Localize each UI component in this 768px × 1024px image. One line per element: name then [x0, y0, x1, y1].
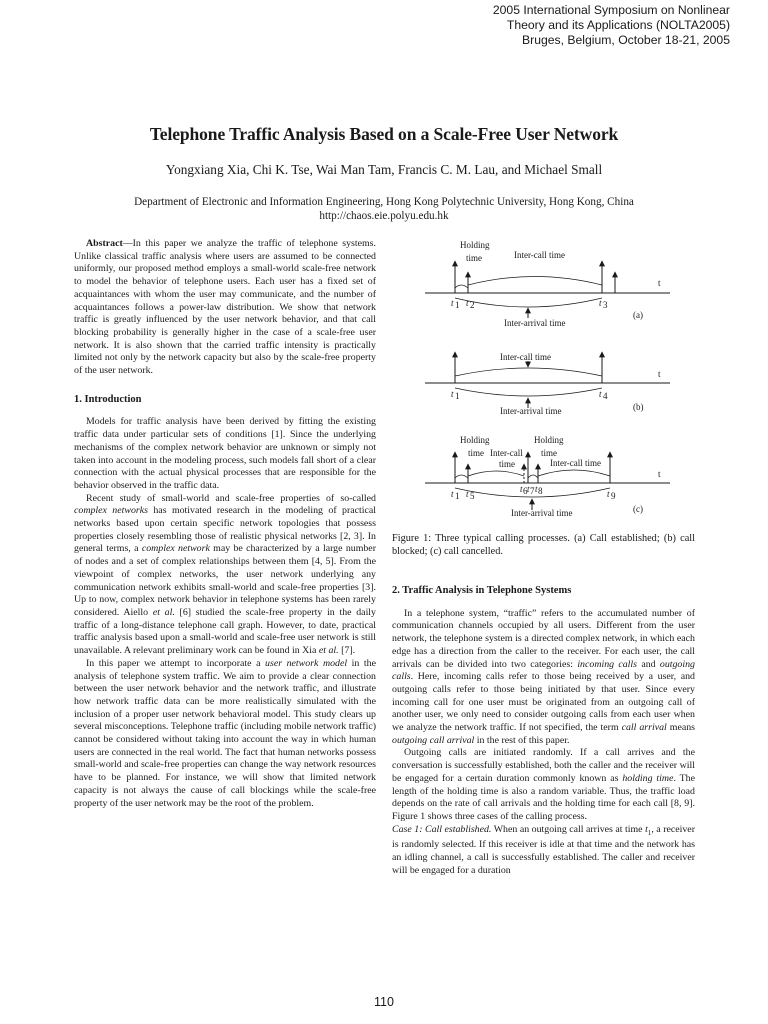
s2-p1-text-a: In a telephone system, “traffic” refers to the accumulated number of communication channels occupied by all users. Different from the user network, the telephone system is a directed complex network, in which each edge has a direction from the caller to the receiver. For each user, the call arrivals can be divided into two categories: [392, 607, 695, 670]
right-column [392, 585, 695, 877]
panel-a-t3-sub: 3 [603, 300, 608, 310]
intro-p3-emphasis: user network model [265, 657, 348, 669]
affiliation [0, 195, 768, 223]
intro-p2-text-e: [7]. [338, 645, 356, 657]
panel-a-t2-sub: 2 [470, 300, 475, 310]
intro-p2-text-a: Recent study of small-world and scale-free properties of so-called [86, 492, 376, 504]
s2-p3-time-symbol: t [645, 823, 648, 835]
s2-p1-emphasis-3: call arrival [621, 722, 667, 734]
panel-c-t5: t [466, 489, 469, 499]
panel-b-axis-label: t [658, 369, 661, 379]
panel-a-t1-sub: 1 [455, 300, 460, 310]
panel-c-t6-sub: 6 [523, 486, 528, 496]
figure-1-caption: Figure 1: Three typical calling processes. (a) Call established; (b) call blocked; (c) call cancelled. [392, 533, 695, 558]
panel-c-t8-sub: 8 [538, 486, 543, 496]
panel-b-intercall-label: Inter-call time [500, 352, 552, 362]
s2-p1-emphasis-4: outgoing call arrival [392, 734, 475, 746]
panel-a-intercall-arc [468, 277, 602, 286]
panel-c-axis-label: t [658, 469, 661, 479]
panel-c-time-label-1: time [468, 448, 484, 458]
panel-a-t2: t [466, 298, 469, 308]
section-2-paragraph-2 [392, 747, 695, 823]
section-2-paragraph-1 [392, 608, 695, 748]
panel-c-t6: t [520, 484, 523, 494]
panel-b-t4: t [599, 389, 602, 399]
panel-c-t1-sub: 1 [455, 491, 460, 501]
intro-p3-text-b: in the analysis of telephone system traffic. We aim to provide a clear connection between the user network behavior and the network traffic, and illustrate how network traffic data can be more realistically simulated with the inclusion of a proper user network behavioral model. This study clears up several misconceptions. Telephone traffic (including mobile network traffic) cannot be considered without taking into account the way in which human users are connected in the real world. The fact that human networks possess small-world and scale-free properties can change the way network resources have to be planned. For instance, we will show that limited network capacity is not always the cause of call blockings while the scale-free property of the user network may be the root of the problem. [74, 657, 376, 809]
conference-header [410, 3, 730, 48]
intro-p2-text-c: may be characterized by a large number of nodes and a set of complex relationships between them [4, 5]. From the viewpoint of complex networks, the user network underlying any communication network exhibits small-world and scale-free properties [3]. Up to now, complex network behavior in telephone systems has been rarely considered. Aiello [74, 543, 376, 618]
panel-c [425, 435, 670, 518]
panel-a-axis-label: t [658, 278, 661, 288]
s2-p2-text-b: . The length of the holding time is also a random variable. Thus, the traffic load depends on the rate of call arrivals and the holding time for each call [8, 9]. Figure 1 shows three cases of the calling process. [392, 772, 695, 822]
left-column [74, 238, 376, 810]
panel-a-intercall-label: Inter-call time [514, 250, 566, 260]
paper-title: Telephone Traffic Analysis Based on a Scale-Free User Network [149, 124, 619, 144]
panel-a-time-label: time [466, 253, 482, 263]
s2-p3-case-label: Case 1: Call established. [392, 823, 492, 835]
intro-paragraph-1: Models for traffic analysis have been derived by fitting the existing traffic data under particular sets of conditions [1]. Since the underlying mechanisms of the complex network behavior are unknown or simply not taken into account in the modeling process, such models fall short of a clear connection with the actual physical processes that are responsible for the behavior observed in the traffic data. [74, 416, 376, 491]
s2-p3-text-a: When an outgoing call arrives at time [491, 823, 646, 835]
author-list: Yongxiang Xia, Chi K. Tse, Wai Man Tam, Francis C. M. Lau, and Michael Small [165, 162, 603, 177]
s2-p1-text-c: . Here, incoming calls refer to those being received by a user, and outgoing calls refer to those being initiated by that user. Since every incoming call for one user must be originated from an outgoing call of another user, we only need to consider outgoing calls from each user when we analyze the network traffic. If not specified, the term [392, 671, 695, 734]
affiliation-url: http://chaos.eie.polyu.edu.hk [319, 210, 449, 222]
panel-b-t1: t [451, 389, 454, 399]
section-2-paragraph-3 [392, 824, 695, 878]
s2-p3-text-b: , a receiver is randomly selected. If this receiver is idle at that time and the network has an idling channel, a call is successfully established. The caller and receiver will be engaged for a duration [392, 823, 695, 876]
panel-b-intercall-arc [455, 368, 602, 376]
s2-p3-time-subscript: 1 [647, 828, 652, 837]
panel-c-intercall-arc-2 [538, 470, 610, 476]
panel-c-holding-arc-1 [455, 475, 468, 478]
panel-a-holding-label: Holding [460, 240, 490, 250]
intro-p2-emphasis-3: et al. [152, 606, 175, 618]
figure-1 [420, 236, 700, 526]
section-2-heading: 2. Traffic Analysis in Telephone Systems [392, 585, 572, 596]
panel-c-intercall-label-1a: Inter-call [490, 448, 523, 458]
panel-c-t7-sub: 7 [530, 486, 535, 496]
panel-c-intercall-label-2: Inter-call time [550, 458, 602, 468]
intro-p2-emphasis-4: et al. [318, 645, 339, 657]
panel-c-intercall-label-1b: time [499, 459, 515, 469]
panel-a-interarrival-arc [455, 298, 602, 307]
conference-line-3: Bruges, Belgium, October 18-21, 2005 [522, 33, 730, 47]
page-number: 110 [374, 995, 394, 1009]
panel-a-holding-arc [455, 285, 468, 288]
s2-p2-emphasis: holding time [622, 772, 674, 784]
intro-p2-text-d: [6] studied the scale-free property in the daily traffic of a long-distance telephone call graph. However, to date, practical traffic analysis based upon a small-world and scale-free user network is still unavailable. A relevant preliminary work can be found in Xia [74, 606, 376, 657]
panel-c-interarrival-label: Inter-arrival time [511, 508, 573, 518]
panel-b-interarrival-label: Inter-arrival time [500, 406, 562, 416]
panel-a-interarrival-label: Inter-arrival time [504, 318, 566, 328]
panel-c-tag: (c) [633, 504, 643, 514]
panel-a-t1: t [451, 298, 454, 308]
panel-a-t3: t [599, 298, 602, 308]
intro-paragraph-3 [74, 658, 376, 810]
abstract-text: —In this paper we analyze the traffic of telephone systems. Unlike classical traffic analysis where users are assumed to be connected uniformly, our proposed method employs a small-world scale-free network to model the behavior of telephone users. Each user has a fixed set of acquaintances with whom the user may communicate, and the number of acquaintances follows a power-law distribution. We show that network traffic is greatly influenced by the user network behavior, and that call blocking probability is generally higher in the case of a scale-free user network. It is also shown that the carried traffic intensity is practically limited not only by the network capacity but also by the scale-free property of the user network. [74, 238, 376, 377]
panel-c-holding-label-2: Holding [534, 435, 564, 445]
panel-c-time-label-2: time [541, 448, 557, 458]
panel-a [425, 240, 670, 328]
conference-line-1: 2005 International Symposium on Nonlinear [492, 3, 730, 17]
affiliation-department: Department of Electronic and Information Engineering, Hong Kong Polytechnic University, Hong Kong, China [134, 196, 634, 208]
panel-c-t9: t [607, 489, 610, 499]
s2-p1-text-e: in the rest of this paper. [474, 734, 570, 746]
panel-c-t8: t [535, 484, 538, 494]
panel-c-t7: t [527, 484, 530, 494]
intro-p3-text-a: In this paper we attempt to incorporate a [86, 657, 266, 669]
section-1-heading: 1. Introduction [74, 393, 142, 405]
panel-a-tag: (a) [633, 310, 643, 320]
panel-c-holding-label-1: Holding [460, 435, 490, 445]
panel-c-t5-sub: 5 [470, 491, 475, 501]
s2-p1-emphasis-1: incoming calls [577, 658, 638, 670]
s2-p1-text-d: means [666, 722, 695, 734]
intro-paragraph-2 [74, 493, 376, 658]
panel-b-t4-sub: 4 [603, 391, 608, 401]
panel-c-intercall-arc-1 [468, 471, 524, 476]
intro-p2-text-b: has motivated research in the modeling of practical networks based upon certain specific network topologies that possess properties closely resembling those of realistic physical networks [2, 3]. In general terms, a [74, 505, 376, 555]
panel-c-t1: t [451, 489, 454, 499]
s2-p1-emphasis-2: outgoing calls [392, 658, 695, 683]
intro-p2-emphasis-2: complex network [141, 543, 210, 555]
intro-p2-emphasis-1: complex networks [74, 505, 148, 517]
s2-p2-text-a: Outgoing calls are initiated randomly. If a call arrives and the conversation is successfully established, both the caller and the receiver will be engaged for a certain duration commonly known as [392, 747, 695, 784]
s2-p1-text-b: and [637, 658, 660, 670]
panel-b-interarrival-arc [455, 388, 602, 396]
figure-1-diagram [420, 236, 700, 526]
panel-c-t9-sub: 9 [611, 491, 616, 501]
panel-b-tag: (b) [633, 402, 644, 412]
panel-b-t1-sub: 1 [455, 391, 460, 401]
panel-b [425, 352, 670, 416]
panel-c-holding-arc-2 [528, 475, 538, 478]
abstract-paragraph [74, 238, 376, 378]
conference-line-2: Theory and its Applications (NOLTA2005) [506, 18, 730, 32]
abstract-label: Abstract [86, 238, 123, 249]
